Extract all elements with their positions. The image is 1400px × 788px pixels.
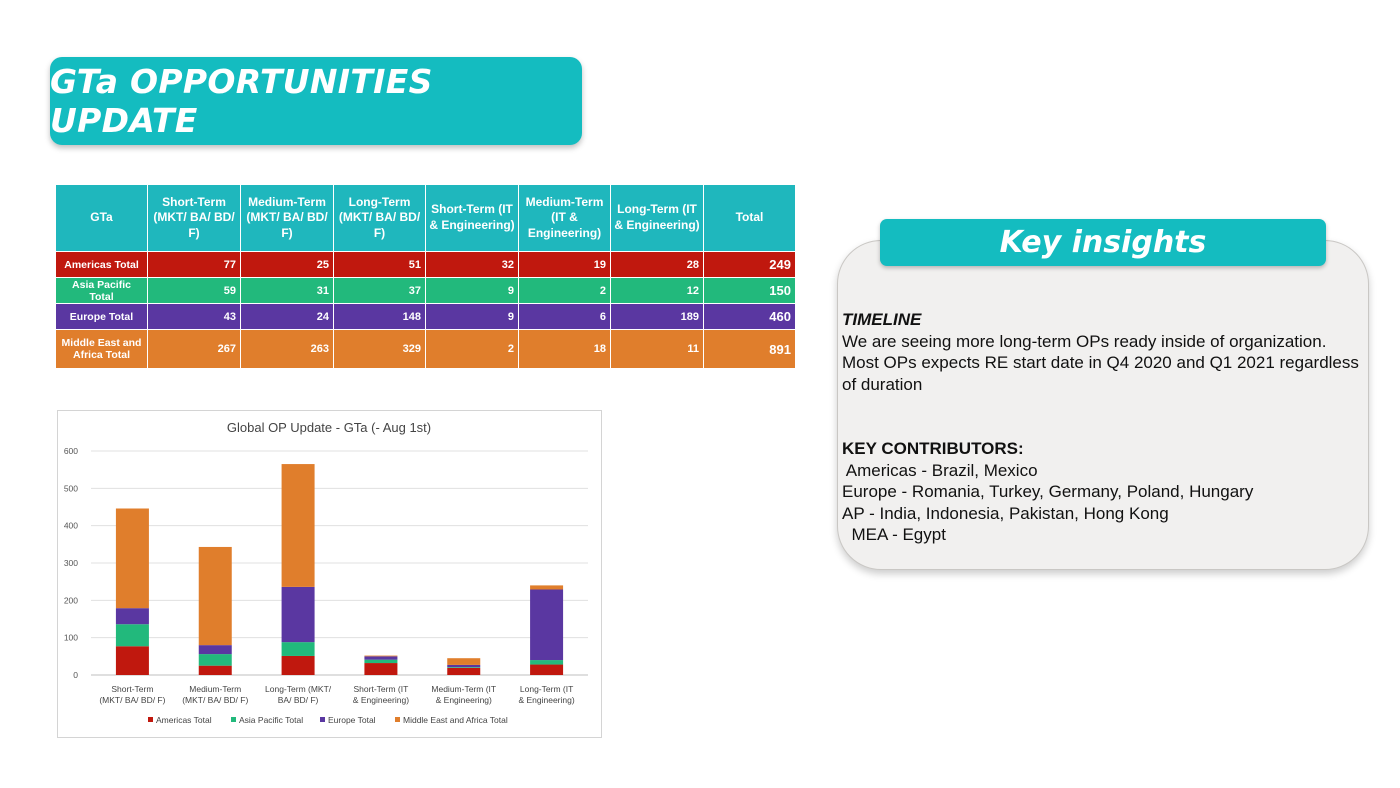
bar-segment <box>447 665 480 667</box>
table-cell: 43 <box>148 304 241 330</box>
legend-swatch <box>320 717 325 722</box>
column-header: Long-Term (IT & Engineering) <box>611 185 704 252</box>
column-header: Total <box>704 185 796 252</box>
bar-segment <box>447 667 480 668</box>
table-row-asia-pacific <box>56 278 796 304</box>
table-cell: 267 <box>148 330 241 369</box>
insights-title: Key insights <box>999 225 1207 260</box>
table-cell: 37 <box>334 278 426 304</box>
bar-segment <box>199 547 232 645</box>
table-cell: 24 <box>241 304 334 330</box>
bar-segment <box>282 656 315 675</box>
timeline-line: We are seeing more long-term OPs ready inside of organization. <box>842 331 1327 351</box>
bar-segment <box>530 665 563 675</box>
y-tick-label: 600 <box>63 446 78 456</box>
insights-text <box>842 309 1364 546</box>
chart-canvas <box>58 411 601 737</box>
table-cell: 12 <box>611 278 704 304</box>
bar-segment <box>116 646 149 675</box>
legend-label: Asia Pacific Total <box>239 715 304 725</box>
column-header: Long-Term (MKT/ BA/ BD/ F) <box>334 185 426 252</box>
row-total: 460 <box>704 304 796 330</box>
page-title-banner <box>50 57 582 145</box>
table-cell: 18 <box>519 330 611 369</box>
y-tick-label: 300 <box>63 558 78 568</box>
x-tick-label: Long-Term (MKT/ BA/ BD/ F) <box>265 684 332 705</box>
x-tick-label: Medium-Term (MKT/ BA/ BD/ F) <box>182 684 249 705</box>
bar-segment <box>116 608 149 624</box>
legend-swatch <box>231 717 236 722</box>
y-tick-label: 400 <box>63 520 78 531</box>
x-tick-label: Short-Term (IT & Engineering) <box>352 684 410 705</box>
bar-segment <box>530 585 563 589</box>
table-cell: 9 <box>426 278 519 304</box>
x-tick-label: Medium-Term (IT & Engineering) <box>431 684 497 705</box>
table-cell: 25 <box>241 252 334 278</box>
bar-segment <box>530 660 563 664</box>
y-tick-label: 100 <box>63 632 78 643</box>
column-header: Short-Term (IT & Engineering) <box>426 185 519 252</box>
opportunities-table <box>55 184 796 369</box>
chart-title: Global OP Update - GTa (- Aug 1st) <box>226 420 432 435</box>
row-total: 891 <box>704 330 796 369</box>
row-total: 249 <box>704 252 796 278</box>
bar-segment <box>447 658 480 665</box>
table-row-mea <box>56 330 796 369</box>
table-cell: 77 <box>148 252 241 278</box>
column-header: Medium-Term (IT & Engineering) <box>519 185 611 252</box>
table-cell: 2 <box>426 330 519 369</box>
table-cell: 19 <box>519 252 611 278</box>
legend-label: Americas Total <box>156 715 212 725</box>
timeline-line: Most OPs expects RE start date in Q4 2020 and Q1 2021 regardless of duration <box>842 353 1359 394</box>
table-cell: 59 <box>148 278 241 304</box>
contributor-line: MEA - Egypt <box>842 525 946 544</box>
table-cell: 2 <box>519 278 611 304</box>
bar-segment <box>282 642 315 656</box>
bar-segment <box>364 656 397 659</box>
x-tick-label: Short-Term (MKT/ BA/ BD/ F) <box>99 684 166 705</box>
bar-segment <box>199 654 232 666</box>
table-row-europe <box>56 304 796 330</box>
bar-segment <box>364 663 397 675</box>
table-cell: 6 <box>519 304 611 330</box>
legend-swatch <box>148 717 153 722</box>
table-cell: 263 <box>241 330 334 369</box>
bar-segment <box>199 666 232 675</box>
bar-segment <box>364 660 397 663</box>
row-label: Americas Total <box>56 252 148 278</box>
insights-title-badge <box>880 219 1326 266</box>
contributor-line: Americas - Brazil, Mexico <box>842 460 1038 480</box>
column-header: GTa <box>56 185 148 252</box>
bar-segment <box>199 645 232 654</box>
y-tick-label: 500 <box>63 483 78 494</box>
column-header: Short-Term (MKT/ BA/ BD/ F) <box>148 185 241 252</box>
table-cell: 11 <box>611 330 704 369</box>
table-cell: 189 <box>611 304 704 330</box>
table-header-row <box>56 185 796 252</box>
contributors-heading: KEY CONTRIBUTORS: <box>842 439 1024 458</box>
table-row-americas <box>56 252 796 278</box>
bar-segment <box>282 464 315 587</box>
y-tick-label: 200 <box>63 595 78 606</box>
table-cell: 329 <box>334 330 426 369</box>
table-cell: 28 <box>611 252 704 278</box>
table-cell: 9 <box>426 304 519 330</box>
bar-segment <box>447 668 480 675</box>
y-tick-label: 0 <box>73 670 78 680</box>
contributor-line: AP - India, Indonesia, Pakistan, Hong Kong <box>842 503 1169 523</box>
bar-segment <box>116 508 149 608</box>
row-label: Asia Pacific Total <box>56 278 148 304</box>
row-label: Middle East and Africa Total <box>56 330 148 369</box>
row-label: Europe Total <box>56 304 148 330</box>
column-header: Medium-Term (MKT/ BA/ BD/ F) <box>241 185 334 252</box>
table-cell: 148 <box>334 304 426 330</box>
timeline-heading: TIMELINE <box>842 310 922 329</box>
legend-label: Middle East and Africa Total <box>403 715 508 725</box>
legend-swatch <box>395 717 400 722</box>
bar-segment <box>530 590 563 661</box>
stacked-bar-chart <box>57 410 602 738</box>
row-total: 150 <box>704 278 796 304</box>
table-cell: 31 <box>241 278 334 304</box>
contributor-line: Europe - Romania, Turkey, Germany, Poland, Hungary <box>842 482 1254 501</box>
legend-label: Europe Total <box>328 715 376 725</box>
table-cell: 51 <box>334 252 426 278</box>
table-cell: 32 <box>426 252 519 278</box>
bar-segment <box>364 656 397 657</box>
bar-segment <box>116 624 149 646</box>
page-title: GTa OPPORTUNITIES UPDATE <box>50 62 433 140</box>
bar-segment <box>282 587 315 642</box>
x-tick-label: Long-Term (IT & Engineering) <box>518 684 575 705</box>
